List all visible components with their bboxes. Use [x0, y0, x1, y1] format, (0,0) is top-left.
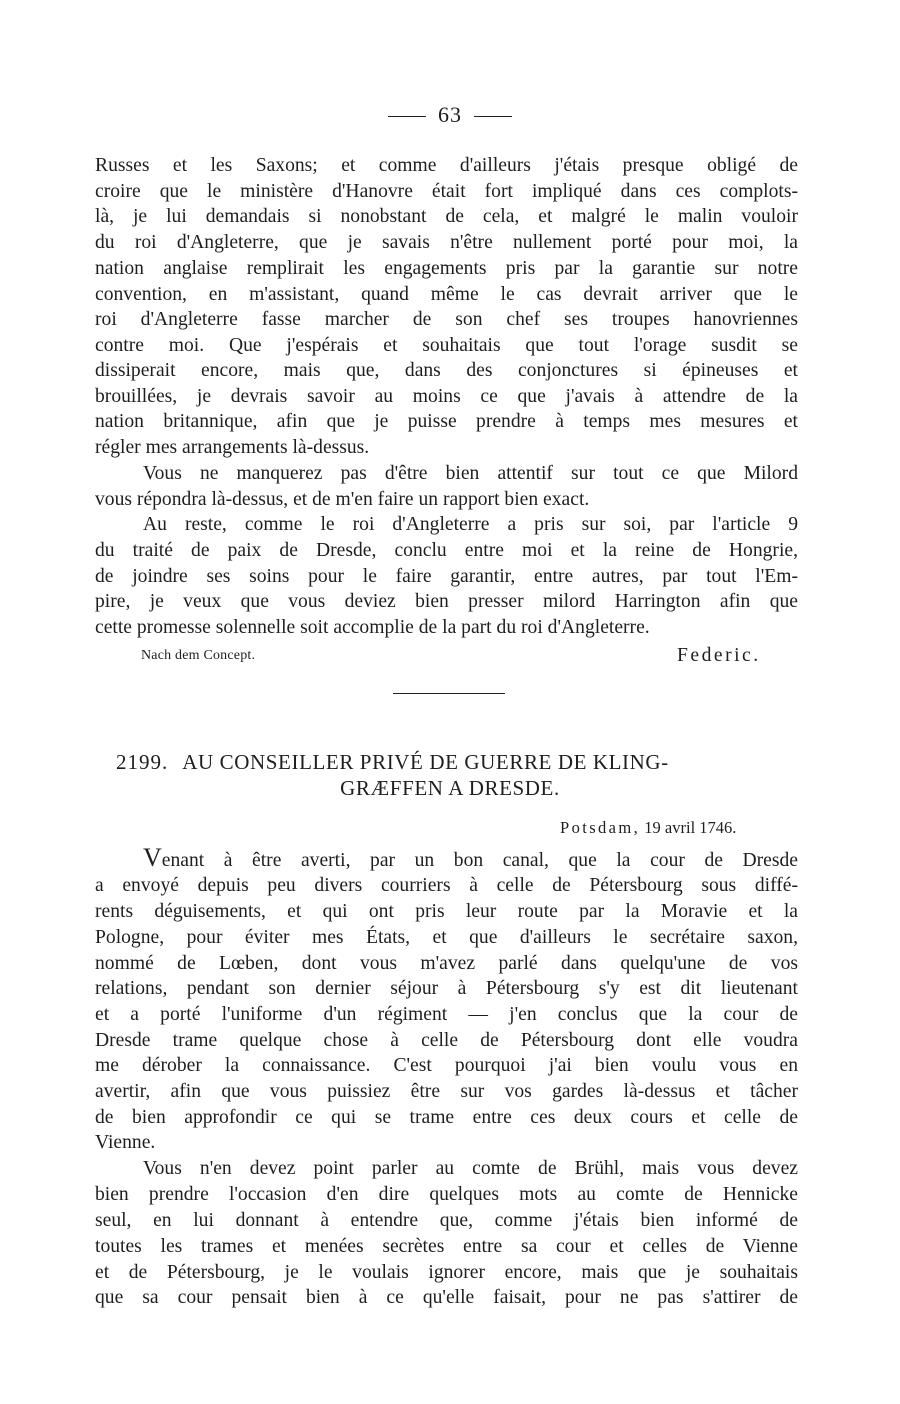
text-line: du roi d'Angleterre, que je savais n'être nullement porté pour moi, la	[95, 232, 798, 253]
page-number-dash-left	[388, 116, 426, 117]
text-line: Vous ne manquerez pas d'être bien attentif sur tout ce que Milord	[143, 463, 798, 484]
text-line: de joindre ses soins pour le faire garantir, entre autres, par tout l'Em-	[95, 566, 798, 587]
letter-heading-line2: GRÆFFEN A DRESDE.	[340, 776, 560, 800]
text-line: nation anglaise remplirait les engagements pris par la garantie sur notre	[95, 258, 798, 279]
text-line: nommé de Lœben, dont vous m'avez parlé dans quelqu'une de vos	[95, 953, 798, 974]
text-line-first	[143, 845, 798, 874]
text-line: et a porté l'uniforme d'un régiment — j'en conclus que la cour de	[95, 1004, 798, 1025]
drop-cap: V	[143, 843, 162, 872]
letter-number: 2199.	[116, 750, 169, 774]
text-line: a envoyé depuis peu divers courriers à celle de Pétersbourg sous diffé-	[95, 875, 798, 896]
text-line: de bien approfondir ce qui se trame entre ces deux cours et celle de	[95, 1107, 798, 1128]
text-line: dissiperait encore, mais que, dans des conjonctures si épineuses et	[95, 360, 798, 381]
signature-name: Federic.	[677, 645, 761, 666]
text-line: Vous n'en devez point parler au comte de Brühl, mais vous devez	[143, 1158, 798, 1179]
text-line: brouillées, je devrais savoir au moins ce que j'avais à attendre de la	[95, 386, 798, 407]
text-line: cette promesse solennelle soit accomplie de la part du roi d'Angleterre.	[95, 617, 650, 638]
text-line: roi d'Angleterre fasse marcher de son chef ses troupes hanovriennes	[95, 309, 798, 330]
text-line: avertir, afin que vous puissiez être sur vos gardes là-dessus et tâcher	[95, 1081, 798, 1102]
dateline-date: 19 avril 1746.	[644, 818, 737, 837]
page-number-value: 63	[438, 102, 462, 127]
dateline-place: Potsdam,	[560, 818, 641, 837]
text-line: convention, en m'assistant, quand même le cas devrait arriver que le	[95, 284, 798, 305]
text-line: contre moi. Que j'espérais et souhaitais que tout l'orage susdit se	[95, 335, 798, 356]
page-number-dash-right	[474, 116, 512, 117]
text-line: Dresde trame quelque chose à celle de Pétersbourg dont elle voudra	[95, 1030, 798, 1051]
section-divider	[393, 693, 505, 694]
text-line: Au reste, comme le roi d'Angleterre a pris sur soi, par l'article 9	[143, 514, 798, 535]
page-number	[0, 102, 900, 128]
letter-heading	[116, 750, 776, 775]
text-line: régler mes arrangements là-dessus.	[95, 437, 370, 458]
source-note: Nach dem Concept.	[141, 648, 256, 663]
text-line: toutes les trames et menées secrètes entre sa cour et celles de Vienne	[95, 1236, 798, 1257]
dateline	[560, 818, 736, 838]
text-line: pire, je veux que vous deviez bien presser milord Harrington afin que	[95, 591, 798, 612]
text-line: Vienne.	[95, 1132, 156, 1153]
text-line: et de Pétersbourg, je le voulais ignorer encore, mais que je souhaitais	[95, 1262, 798, 1283]
text-line-rest: enant à être averti, par un bon canal, que la cour de Dresde	[161, 850, 798, 871]
text-line: Pologne, pour éviter mes États, et que d'ailleurs le secrétaire saxon,	[95, 927, 798, 948]
text-line: bien prendre l'occasion d'en dire quelques mots au comte de Hennicke	[95, 1184, 798, 1205]
text-line: Russes et les Saxons; et comme d'ailleurs j'étais presque obligé de	[95, 155, 798, 176]
letter-heading-line1: AU CONSEILLER PRIVÉ DE GUERRE DE KLING-	[182, 750, 669, 774]
text-line: me dérober la connaissance. C'est pourquoi j'ai bien voulu vous en	[95, 1055, 798, 1076]
text-line: du traité de paix de Dresde, conclu entre moi et la reine de Hongrie,	[95, 540, 798, 561]
text-line: que sa cour pensait bien à ce qu'elle faisait, pour ne pas s'attirer de	[95, 1287, 798, 1308]
text-line: croire que le ministère d'Hanovre était fort impliqué dans ces complots-	[95, 181, 798, 202]
text-line: rents déguisements, et qui ont pris leur route par la Moravie et la	[95, 901, 798, 922]
text-line: là, je lui demandais si nonobstant de cela, et malgré le malin vouloir	[95, 206, 798, 227]
text-line: seul, en lui donnant à entendre que, comme j'étais bien informé de	[95, 1210, 798, 1231]
text-line: relations, pendant son dernier séjour à Pétersbourg s'y est dit lieutenant	[95, 978, 798, 999]
text-line: vous répondra là-dessus, et de m'en faire un rapport bien exact.	[95, 489, 590, 510]
text-line: nation britannique, afin que je puisse prendre à temps mes mesures et	[95, 411, 798, 432]
